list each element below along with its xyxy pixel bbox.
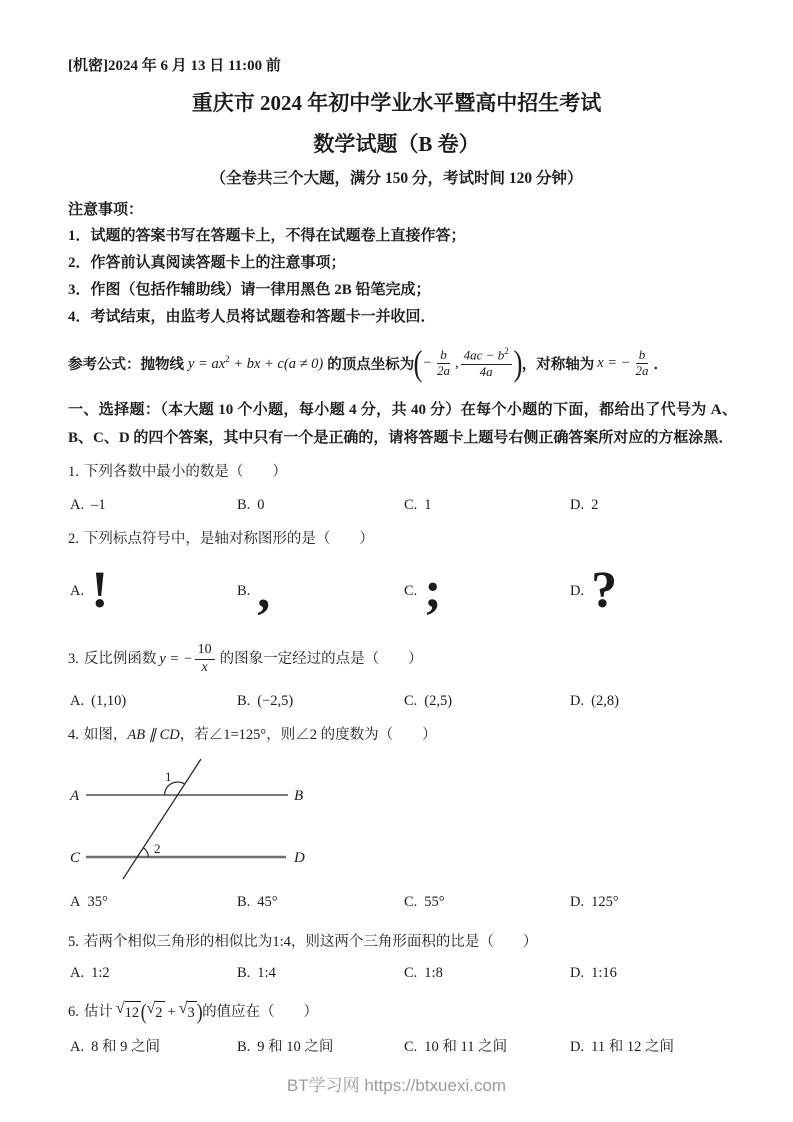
question-4-parallel-statement: AB ∥ CD xyxy=(127,727,180,743)
question-6-text-after: 的值应在（ ） xyxy=(202,1004,319,1020)
section-one-heading: 一、选择题：（本大题 10 个小题，每小题 4 分，共 40 分）在每个小题的下面，都给出了代号为 A、B、C、D 的四个答案，其中只有一个是正确的，请将答题卡上题号右侧正确答案所对应的方框涂黑． xyxy=(68,402,737,446)
option-2c: C. ; xyxy=(404,561,442,619)
label-C: C xyxy=(70,850,81,866)
option-6d: D. 11 和 12 之间 xyxy=(570,1039,674,1055)
formula-label: 参考公式：抛物线 xyxy=(68,356,184,373)
question-2-number: 2. xyxy=(68,531,79,547)
frac1-sign: − xyxy=(422,354,433,371)
question-3-text-before: 反比例函数 xyxy=(83,651,157,667)
transversal-line xyxy=(123,759,201,879)
option-2a: A. ! xyxy=(70,561,109,619)
comma-mark-figure: , xyxy=(257,561,271,619)
question-3-number: 3. xyxy=(68,651,79,667)
axis-label: ，对称轴为 xyxy=(521,356,595,373)
label-B: B xyxy=(294,788,304,804)
exam-meta-line: （全卷共三个大题，满分 150 分，考试时间 120 分钟） xyxy=(210,170,583,187)
question-1-number: 1. xyxy=(68,464,79,480)
question-5-options xyxy=(70,963,753,983)
question-1 xyxy=(68,462,737,482)
vertex-y-fraction: $\frac{4ac - b^2}{4a}$ xyxy=(461,346,512,379)
vertex-x-fraction: $\frac{b}{2a}$ xyxy=(437,346,451,378)
option-2d: D. ? xyxy=(570,561,618,619)
option-3b: B. (−2,5) xyxy=(237,693,294,709)
label-D: D xyxy=(294,850,305,866)
option-3d: D. (2,8) xyxy=(570,693,619,709)
question-3-equation-prefix: y = − xyxy=(159,651,193,667)
question-4-text-after: ，若∠1=125°，则∠2 的度数为（ ） xyxy=(179,727,437,743)
exam-title: 重庆市 2024 年初中学业水平暨高中招生考试 xyxy=(191,91,602,115)
option-5b: B. 1:4 xyxy=(237,965,276,981)
question-3-fraction: $\frac{10}{x}$ xyxy=(195,642,215,675)
angle-2-arc xyxy=(143,848,148,857)
option-2b: B. , xyxy=(237,561,271,619)
option-6a: A. 8 和 9 之间 xyxy=(70,1039,160,1055)
exclamation-mark-figure: ! xyxy=(91,561,109,619)
question-5 xyxy=(68,932,737,952)
label-A: A xyxy=(70,788,80,804)
question-2 xyxy=(68,529,737,549)
option-4a: A 35° xyxy=(70,894,108,910)
option-5a: A. 1:2 xyxy=(70,965,110,981)
question-4-figure xyxy=(68,751,793,888)
sqrt-2: √ 2 xyxy=(146,1000,163,1021)
axis-fraction: $\frac{b}{2a}$ xyxy=(635,346,649,378)
question-1-text: 下列各数中最小的数是（ ） xyxy=(83,464,287,480)
watermark-footer: BT学习网 https://btxuexi.com xyxy=(286,1076,507,1095)
question-6-text-before: 估计 xyxy=(83,1004,113,1020)
question-5-text: 若两个相似三角形的相似比为1:4，则这两个三角形面积的比是（ ） xyxy=(83,934,538,950)
notices-title: 注意事项： xyxy=(68,202,144,218)
option-4c: C. 55° xyxy=(404,894,445,910)
formula-period: ． xyxy=(653,356,668,373)
question-5-number: 5. xyxy=(68,934,79,950)
semicolon-mark-figure: ; xyxy=(424,561,442,619)
q6-left-paren: ( xyxy=(140,999,147,1024)
question-mark-figure: ? xyxy=(591,561,618,619)
option-6c: C. 10 和 11 之间 xyxy=(404,1039,508,1055)
question-1-options xyxy=(70,495,753,515)
notice-item-4: 4．考试结束，由监考人员将试题卷和答题卡一并收回． xyxy=(68,309,436,325)
angle-1-label: 1 xyxy=(165,769,172,784)
notice-item-2: 2．作答前认真阅读答题卡上的注意事项； xyxy=(68,255,346,271)
option-4d: D. 125° xyxy=(570,894,619,910)
option-4b: B. 45° xyxy=(237,894,278,910)
question-4-text-before: 如图， xyxy=(83,727,128,743)
question-3-options xyxy=(70,691,753,711)
angle-2-label: 2 xyxy=(154,841,161,856)
question-6-options xyxy=(70,1037,753,1057)
question-3 xyxy=(68,637,737,681)
right-paren: ) xyxy=(513,343,523,383)
question-2-options xyxy=(70,553,753,629)
question-2-text: 下列标点符号中，是轴对称图形的是（ ） xyxy=(83,531,374,547)
question-4-options xyxy=(70,892,753,912)
question-6 xyxy=(68,998,737,1026)
confidential-banner: [机密]2024 年 6 月 13 日 11:00 前 xyxy=(68,58,281,74)
option-5c: C. 1:8 xyxy=(404,965,443,981)
reference-formula xyxy=(68,335,737,391)
question-4 xyxy=(68,725,737,745)
option-1b: B. 0 xyxy=(237,497,265,513)
axis-equation-prefix: x = − xyxy=(597,354,631,371)
question-3-text-after: 的图象一定经过的点是（ ） xyxy=(219,651,423,667)
option-6b: B. 9 和 10 之间 xyxy=(237,1039,334,1055)
option-3a: A. (1,10) xyxy=(70,693,127,709)
question-4-number: 4. xyxy=(68,727,79,743)
sqrt-12: √ 12 xyxy=(115,1000,140,1021)
option-5d: D. 1:16 xyxy=(570,965,617,981)
exam-subtitle: 数学试题（B 卷） xyxy=(313,132,480,156)
vertex-comma: , xyxy=(455,354,459,371)
parallel-lines-diagram xyxy=(68,751,358,883)
q6-right-paren: ) xyxy=(196,999,203,1024)
sqrt-3: √ 3 xyxy=(178,1000,195,1021)
left-paren: ( xyxy=(413,343,423,383)
vertex-label: 的顶点坐标为 xyxy=(327,356,415,373)
option-3c: C. (2,5) xyxy=(404,693,453,709)
notice-item-1: 1．试题的答案书写在答题卡上，不得在试题卷上直接作答； xyxy=(68,228,466,244)
q6-plus: + xyxy=(167,1004,176,1020)
question-6-number: 6. xyxy=(68,1004,79,1020)
parabola-equation: $y = ax^2$ + bx + c(a ≠ 0) xyxy=(188,353,324,372)
option-1d: D. 2 xyxy=(570,497,599,513)
notice-item-3: 3．作图（包括作辅助线）请一律用黑色 2B 铅笔完成； xyxy=(68,282,431,298)
option-1a: A. –1 xyxy=(70,497,106,513)
option-1c: C. 1 xyxy=(404,497,432,513)
